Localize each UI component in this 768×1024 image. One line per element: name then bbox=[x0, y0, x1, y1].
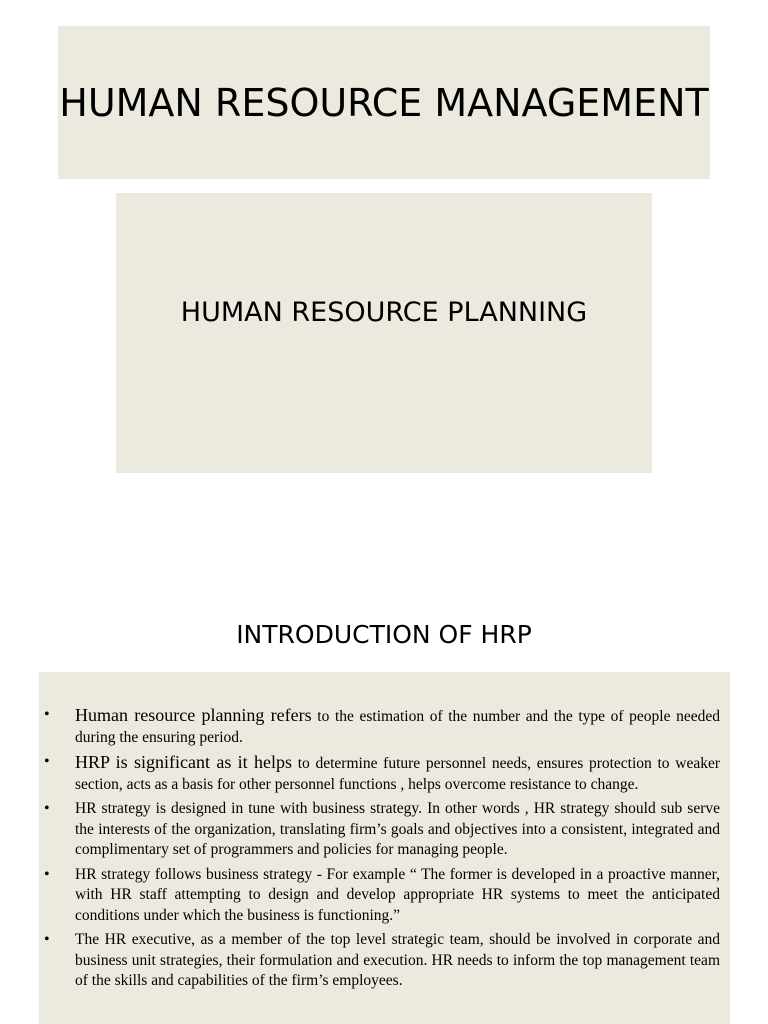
bullet-icon: • bbox=[44, 865, 50, 883]
bullet-text: The HR executive, as a member of the top level strategic team, should be involved in corporate and business unit strategies, their formulation and execution. HR needs to inform the top management team of the skills and capabilities of the firm’s employees. bbox=[75, 931, 720, 989]
list-item bbox=[39, 752, 730, 795]
bullet-list bbox=[39, 705, 730, 996]
subtitle-panel bbox=[116, 193, 652, 473]
bullet-lead: Human resource planning refers bbox=[75, 705, 312, 725]
bullet-text: to determine future personnel needs, ensures protection to weaker section, acts as a basis for other personnel functions , helps overcome resistance to change. bbox=[75, 755, 721, 793]
bullet-icon: • bbox=[44, 706, 50, 723]
bullet-icon: • bbox=[44, 800, 50, 817]
bullet-icon: • bbox=[44, 931, 50, 948]
section-title: INTRODUCTION OF HRP bbox=[236, 620, 532, 649]
bullet-text: to the estimation of the number and the type of people needed during the ensuring period. bbox=[75, 708, 720, 746]
list-item bbox=[39, 799, 730, 861]
title-panel bbox=[58, 26, 710, 179]
bullet-lead: HRP is significant as it helps bbox=[75, 752, 293, 772]
bullet-text: HR strategy is designed in tune with business strategy. In other words , HR strategy should sub serve the interests of the organization, translating firm’s goals and objectives into a consistent, integrated and complimentary set of programmers and policies for managing people. bbox=[75, 800, 720, 858]
bullet-text: HR strategy follows business strategy - For example “ The former is developed in a proactive manner, with HR staff attempting to design and develop appropriate HR systems to meet the anticipated conditions under which the business is functioning.” bbox=[75, 865, 720, 924]
page-subtitle: HUMAN RESOURCE PLANNING bbox=[180, 297, 588, 328]
bullet-icon: • bbox=[44, 753, 50, 770]
page-title: HUMAN RESOURCE MANAGEMENT bbox=[59, 80, 709, 125]
list-item bbox=[39, 865, 730, 927]
content-panel bbox=[39, 672, 730, 1024]
list-item bbox=[39, 705, 730, 748]
list-item bbox=[39, 930, 730, 992]
